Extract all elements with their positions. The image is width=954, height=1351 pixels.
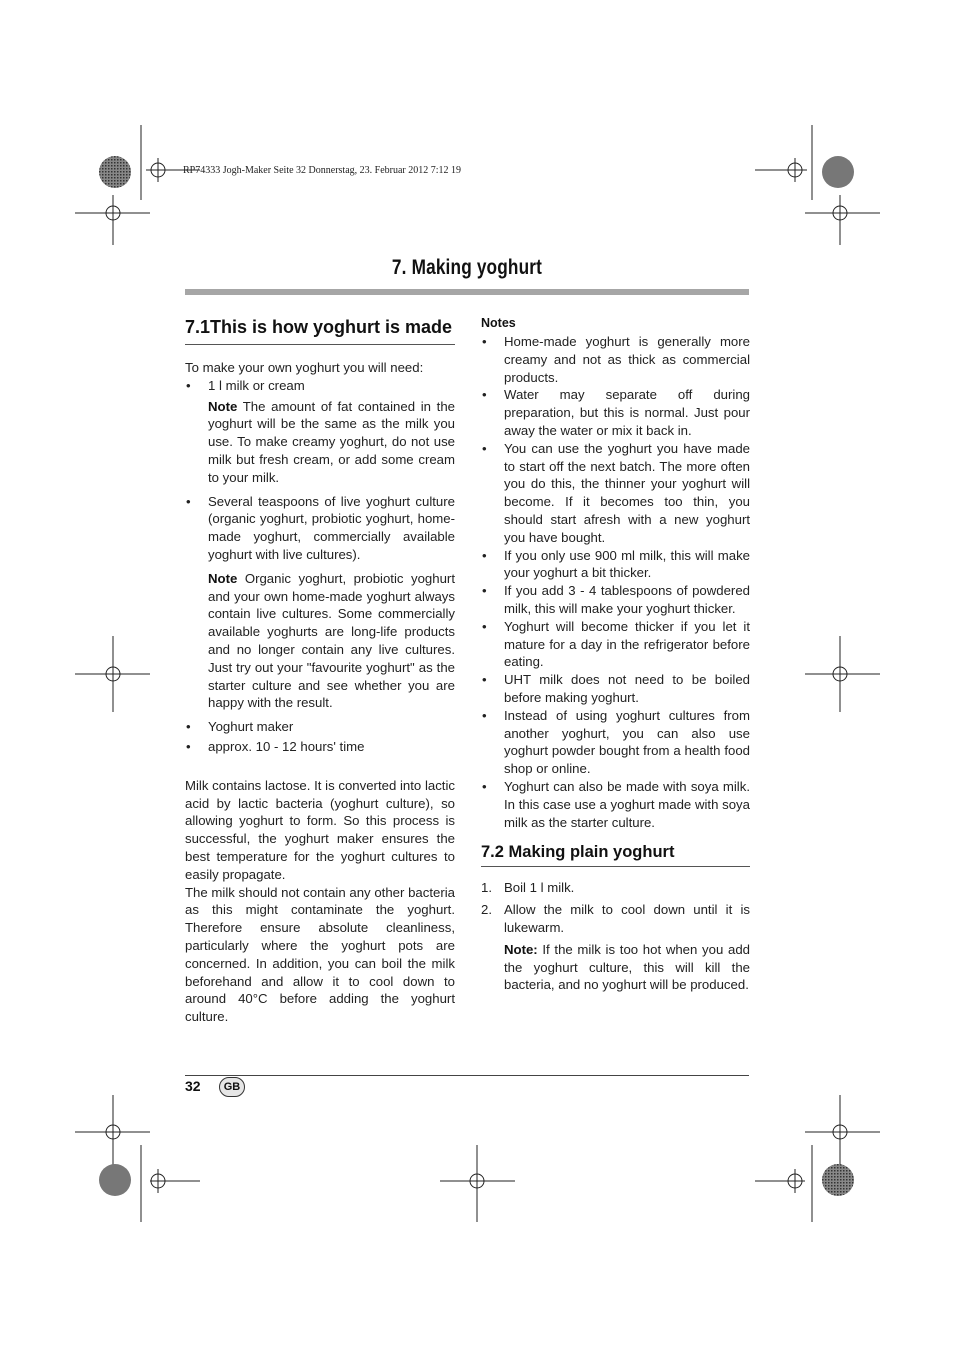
- title-bar: [185, 289, 749, 295]
- list-item: • Instead of using yoghurt cultures from another yoghurt, you can also use yoghurt powder bought from a health food shop or online.: [481, 707, 750, 778]
- step-text: Boil 1 l milk.: [504, 880, 575, 896]
- list-item: • 1 l milk or cream: [185, 377, 455, 395]
- footer-rule: [185, 1075, 749, 1076]
- page-title: 7. Making yoghurt: [391, 256, 543, 279]
- list-item: • Home-made yoghurt is generally more creamy and not as thick as commercial products.: [481, 333, 750, 386]
- list-item: • If you only use 900 ml milk, this will make your yoghurt a bit thicker.: [481, 547, 750, 583]
- list-item: • UHT milk does not need to be boiled before making yoghurt.: [481, 671, 750, 707]
- note-label: Note: [208, 398, 238, 414]
- step-item: [481, 901, 750, 937]
- language-badge: GB: [219, 1077, 245, 1097]
- list-item: • Several teaspoons of live yoghurt culture (organic yoghurt, probiotic yoghurt, home-made yoghurt, commercially available yoghurt with live cultures).: [185, 493, 455, 564]
- section-heading-7-2: 7.2 Making plain yoghurt: [481, 841, 750, 867]
- requirements-list: [185, 377, 455, 395]
- intro-text: To make your own yoghurt you will need:: [185, 360, 424, 375]
- note-label: Note: [208, 570, 238, 586]
- note-text: Organic yoghurt, probiotic yoghurt and your own home-made yoghurt always contain live cultures. Some commercially available yoghurts are long-life products and no longer contain any live cultures. Just try out your "favourite yoghurt" as the starter culture and see whether you are happy with the result.: [208, 570, 455, 711]
- requirements-list-3: [185, 718, 455, 756]
- list-item: • Yoghurt maker: [185, 718, 455, 736]
- print-slug: RP74333 Jogh-Maker Seite 32 Donnerstag, 23. Februar 2012 7:12 19: [183, 165, 462, 176]
- list-item: • Yoghurt will become thicker if you let it mature for a day in the refrigerator before eating.: [481, 618, 750, 671]
- section-heading-7-1: 7.1This is how yoghurt is made: [185, 315, 455, 345]
- paragraph-lactose: Milk contains lactose. It is converted into lactic acid by lactic bacteria (yoghurt culture), so allowing yoghurt to form. So this process is successful, the yoghurt maker ensures the best temperature for the yoghurt cultures to easily propagate.: [185, 777, 455, 882]
- list-item: • approx. 10 - 12 hours' time: [185, 738, 455, 756]
- paragraph-cleanliness: The milk should not contain any other bacteria as this might contaminate the yoghurt. Therefore ensure absolute cleanliness, particularly where the yoghurt pots are concerned. In addition, you can boil the milk beforehand and allow it to cool down to around 40°C before adding the yoghurt culture.: [185, 884, 455, 1025]
- step-number: 1.: [481, 880, 492, 896]
- list-item: • If you add 3 - 4 tablespoons of powdered milk, this will make your yoghurt thicker.: [481, 582, 750, 618]
- registration-target: [99, 156, 131, 188]
- page-number: 32: [185, 1078, 201, 1094]
- note-milk-too-hot: [481, 941, 750, 994]
- list-item: • You can use the yoghurt you have made to start off the next batch. The more often you do this, the thinner your yoghurt will become. If it becomes too thin, you should start afresh with a new yoghurt you have bought.: [481, 440, 750, 547]
- step-text: Allow the milk to cool down until it is lukewarm.: [504, 902, 750, 935]
- note-fat-content: [185, 398, 455, 487]
- requirements-list-2: [185, 493, 455, 564]
- right-column: [481, 313, 750, 997]
- left-column: [185, 313, 455, 1026]
- steps-list: [481, 879, 750, 936]
- registration-target: [822, 1164, 854, 1196]
- step-item: [481, 879, 750, 897]
- list-item: • Yoghurt can also be made with soya milk. In this case use a yoghurt made with soya milk as the starter culture.: [481, 778, 750, 831]
- notes-heading: Notes: [481, 316, 516, 330]
- step-number: 2.: [481, 902, 492, 918]
- note-label: Note:: [504, 941, 538, 957]
- notes-list: [481, 333, 750, 831]
- note-text: The amount of fat contained in the yoghurt will be the same as the milk you use. To make creamy yoghurt, do not use milk but fresh cream, or add some cream to your milk.: [208, 398, 455, 485]
- registration-target: [99, 1164, 131, 1196]
- note-live-cultures: [185, 570, 455, 712]
- registration-target: [822, 156, 854, 188]
- list-item: • Water may separate off during preparation, but this is normal. Just pour away the water or mix it back in.: [481, 386, 750, 439]
- note-text: If the milk is too hot when you add the yoghurt culture, this will kill the bacteria, and no yoghurt will be produced.: [504, 941, 750, 993]
